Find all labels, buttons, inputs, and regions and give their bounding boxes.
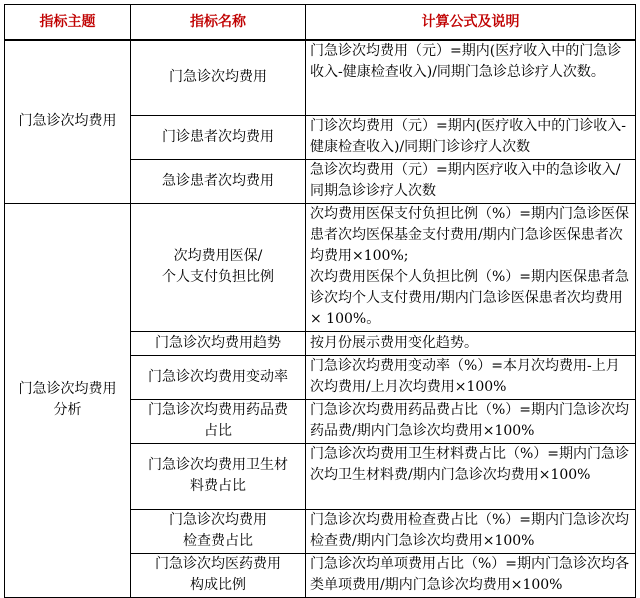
name-cell: [131, 115, 306, 159]
formula-text: 按月份展示费用变化趋势。: [310, 334, 478, 351]
indicator-name: 门急诊次均费用: [169, 69, 267, 86]
formula-cell: [306, 203, 636, 331]
name-cell: [131, 203, 306, 331]
indicator-name-line: 门急诊次均医药费用: [155, 556, 281, 572]
formula-text: 门急诊次均费用变动率（%）=本月次均费用-上月次均费用/上月次均费用×100%: [310, 357, 620, 395]
formula-text: 门急诊次均费用药品费占比（%）=期内门急诊次均药品费/期内门急诊次均费用×100%: [310, 401, 630, 439]
formula-cell: [306, 399, 636, 443]
indicator-name: 门急诊次均费用趋势: [155, 334, 281, 351]
theme-label-line: 门急诊次均费用: [18, 381, 117, 397]
indicator-name-line: 门急诊次均费用卫生材: [148, 457, 288, 473]
indicator-name: 门诊患者次均费用: [162, 128, 274, 145]
name-cell: [131, 443, 306, 509]
theme-cell: [5, 40, 131, 203]
indicator-table: [4, 4, 636, 598]
indicator-name-line: 门急诊次均费用: [169, 512, 267, 528]
formula-text: 门急诊次均单项费用占比（%）=期内门急诊次均各类单项费用/期内门急诊次均费用×100%: [310, 555, 630, 593]
formula-text: 门诊次均费用（元）=期内(医疗收入中的门诊收入-健康检查收入)/同期门诊诊疗人次数: [310, 117, 626, 155]
indicator-name-line: 料费占比: [190, 478, 246, 494]
formula-text: 次均费用医保个人负担比例（%）=期内医保患者急诊次均个人支付费用/期内门急诊医保患者次均费用× 100%。: [310, 268, 630, 327]
formula-cell: [306, 553, 636, 597]
formula-text: 急诊次均费用（元）=期内医疗收入中的急诊收入/同期急诊诊疗人次数: [310, 161, 621, 199]
header-name: 指标名称: [131, 5, 306, 41]
indicator-name-line: 占比: [204, 423, 232, 439]
table-row: [5, 40, 636, 115]
indicator-name: 门急诊次均费用变动率: [148, 368, 288, 385]
name-cell: [131, 399, 306, 443]
name-cell: [131, 553, 306, 597]
indicator-name-line: 构成比例: [190, 577, 246, 593]
name-cell: [131, 509, 306, 553]
name-cell: [131, 331, 306, 355]
formula-cell: [306, 159, 636, 203]
theme-cell: [5, 203, 131, 597]
formula-text: 门急诊次均费用（元）=期内(医疗收入中的门急诊收入-健康检查收入)/同期门急诊总诊疗人次数。: [310, 43, 622, 80]
formula-cell: [306, 355, 636, 399]
formula-text: 门急诊次均费用检查费占比（%）=期内门急诊次均检查费/期内门急诊次均费用×100%: [310, 511, 630, 549]
formula-cell: [306, 115, 636, 159]
formula-text: 门急诊次均费用卫生材料费占比（%）=期内门急诊次均卫生材料费/期内门急诊次均费用×100%: [310, 445, 630, 483]
indicator-name: 急诊患者次均费用: [162, 172, 274, 189]
theme-label: 门急诊次均费用: [18, 113, 117, 130]
name-cell: [131, 40, 306, 115]
table-row: [5, 203, 636, 331]
formula-cell: [306, 443, 636, 509]
name-cell: [131, 355, 306, 399]
formula-cell: [306, 509, 636, 553]
formula-cell: [306, 40, 636, 115]
header-row: [5, 5, 636, 41]
formula-text: 次均费用医保支付负担比例（%）=期内门急诊医保患者次均医保基金支付费用/期内门急诊医保患者次均费用×100%;: [310, 205, 630, 264]
indicator-name-line: 检查费占比: [183, 533, 253, 549]
indicator-name-line: 门急诊次均费用药品费: [148, 402, 288, 418]
name-cell: [131, 159, 306, 203]
indicator-name-line: 个人支付负担比例: [162, 269, 274, 285]
header-formula: 计算公式及说明: [306, 5, 636, 41]
theme-label-line: 分析: [53, 402, 82, 418]
formula-cell: [306, 331, 636, 355]
header-theme: 指标主题: [5, 5, 131, 41]
indicator-name-line: 次均费用医保/: [173, 248, 263, 264]
